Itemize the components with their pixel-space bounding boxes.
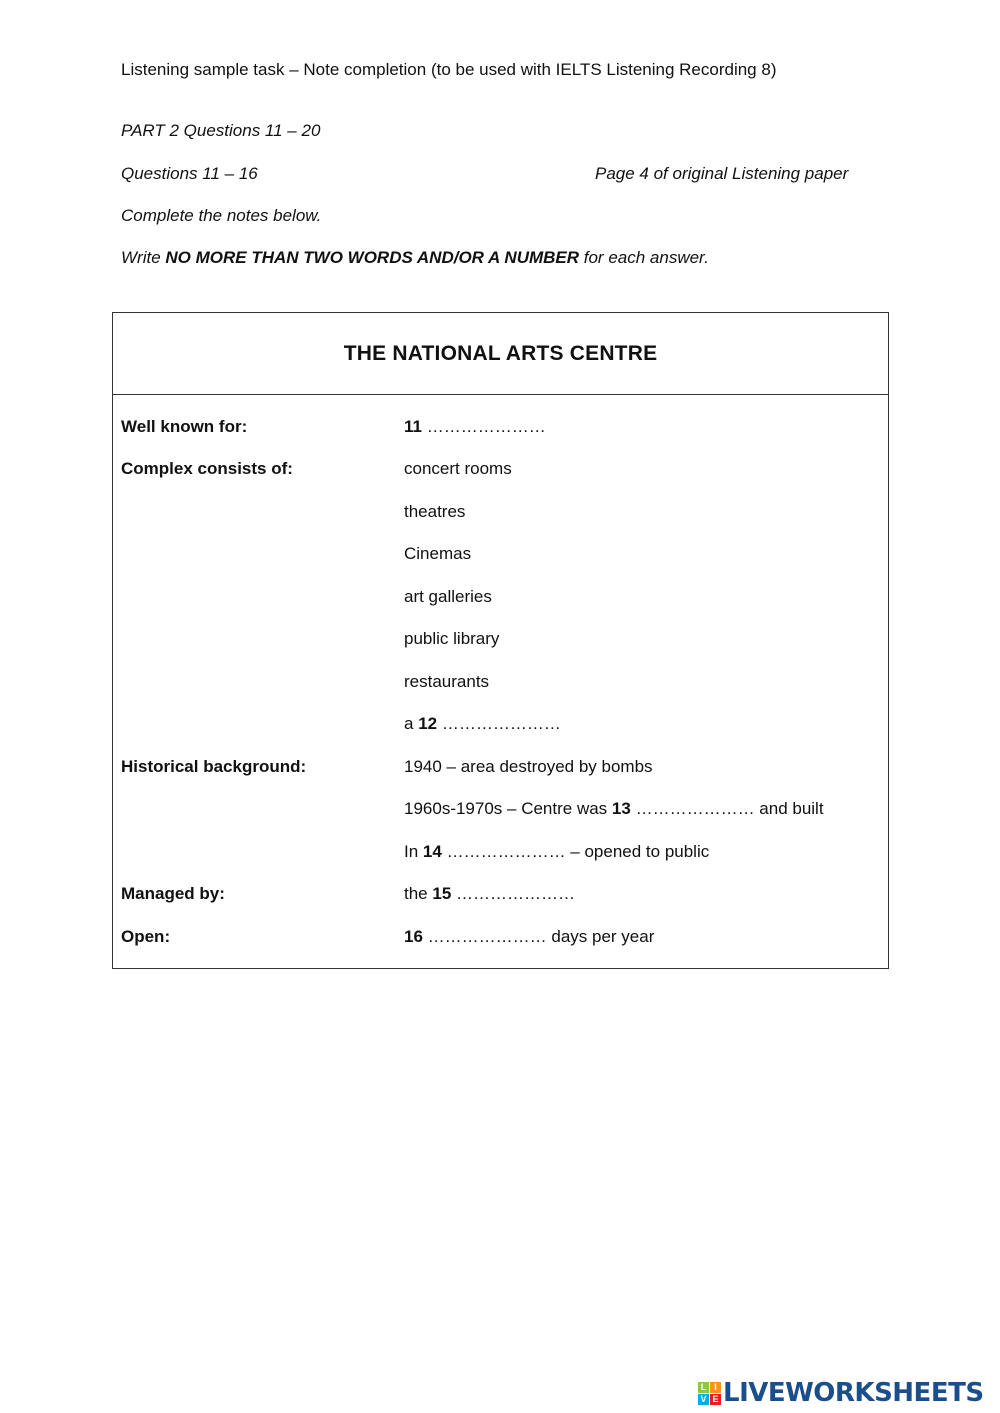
notes-title-cell <box>113 313 888 395</box>
word-limit-instruction <box>121 248 709 268</box>
row-prefix: the <box>404 884 433 903</box>
question-number-16: 16 <box>404 927 423 946</box>
question-number-14: 14 <box>422 842 442 861</box>
notes-row-open <box>113 925 888 949</box>
row-label: Complex consists of: <box>121 459 293 478</box>
row-prefix: In <box>404 842 423 861</box>
logo-mark-letter: L <box>698 1382 709 1393</box>
row-value <box>404 840 709 864</box>
word-limit-bold: NO MORE THAN TWO WORDS AND/OR A NUMBER <box>165 248 580 267</box>
notes-row-complex <box>113 457 888 481</box>
row-suffix: – opened to public <box>565 842 710 861</box>
notes-row-managed <box>113 882 888 906</box>
row-value: theatres <box>404 502 466 521</box>
notes-row-well-known <box>113 415 888 439</box>
row-label: Managed by: <box>121 884 225 903</box>
question-number-15: 15 <box>432 884 452 903</box>
row-suffix: and built <box>754 799 824 818</box>
answer-blank-16[interactable]: ………………… <box>427 927 547 946</box>
notes-row-q13 <box>113 797 888 821</box>
page-reference: Page 4 of original Listening paper <box>595 164 849 183</box>
row-prefix: a <box>404 714 419 733</box>
question-number-11: 11 <box>404 417 422 436</box>
row-label: Historical background: <box>121 757 307 776</box>
questions-range: Questions 11 – 16 <box>121 164 258 183</box>
logo-mark-letter: V <box>698 1394 709 1405</box>
question-number-12: 12 <box>418 714 438 733</box>
row-label: Open: <box>121 927 171 946</box>
row-prefix: 1960s-1970s – Centre was <box>404 799 612 818</box>
word-limit-prefix: Write <box>121 248 166 267</box>
notes-row-historical <box>113 755 888 779</box>
row-value: 1940 – area destroyed by bombs <box>404 757 653 776</box>
row-value <box>404 415 546 439</box>
complete-instruction: Complete the notes below. <box>121 206 322 225</box>
logo-mark-letter: I <box>710 1382 721 1393</box>
logo-text: LIVEWORKSHEETS <box>723 1378 984 1408</box>
answer-blank-14[interactable]: ………………… <box>446 842 566 861</box>
answer-blank-15[interactable]: ………………… <box>456 884 576 903</box>
part-heading: PART 2 Questions 11 – 20 <box>121 121 321 140</box>
notes-table <box>112 312 889 969</box>
liveworksheets-logo <box>698 1378 984 1408</box>
row-value <box>404 797 824 821</box>
notes-row-q12 <box>113 712 888 736</box>
answer-blank-11[interactable]: ………………… <box>426 417 546 436</box>
answer-blank-12[interactable]: ………………… <box>441 714 561 733</box>
notes-row-art-galleries <box>113 585 888 609</box>
row-value: Cinemas <box>404 544 472 563</box>
row-value: restaurants <box>404 672 490 691</box>
notes-row-cinemas <box>113 542 888 566</box>
row-value: public library <box>404 629 500 648</box>
notes-row-q14 <box>113 840 888 864</box>
notes-row-restaurants <box>113 670 888 694</box>
question-number-13: 13 <box>611 799 631 818</box>
row-value: concert rooms <box>404 459 512 478</box>
word-limit-suffix: for each answer. <box>579 248 709 267</box>
answer-blank-13[interactable]: ………………… <box>635 799 755 818</box>
row-value <box>404 925 654 949</box>
row-value <box>404 882 575 906</box>
logo-mark-icon <box>698 1382 721 1405</box>
logo-mark-letter: E <box>710 1394 721 1405</box>
row-value: art galleries <box>404 587 492 606</box>
notes-row-theatres <box>113 500 888 524</box>
notes-row-public-library <box>113 627 888 651</box>
row-value <box>404 712 561 736</box>
row-label: Well known for: <box>121 417 248 436</box>
row-suffix: days per year <box>546 927 655 946</box>
header-line: Listening sample task – Note completion (to be used with IELTS Listening Recording 8) <box>121 60 777 79</box>
notes-title: THE NATIONAL ARTS CENTRE <box>343 341 658 365</box>
